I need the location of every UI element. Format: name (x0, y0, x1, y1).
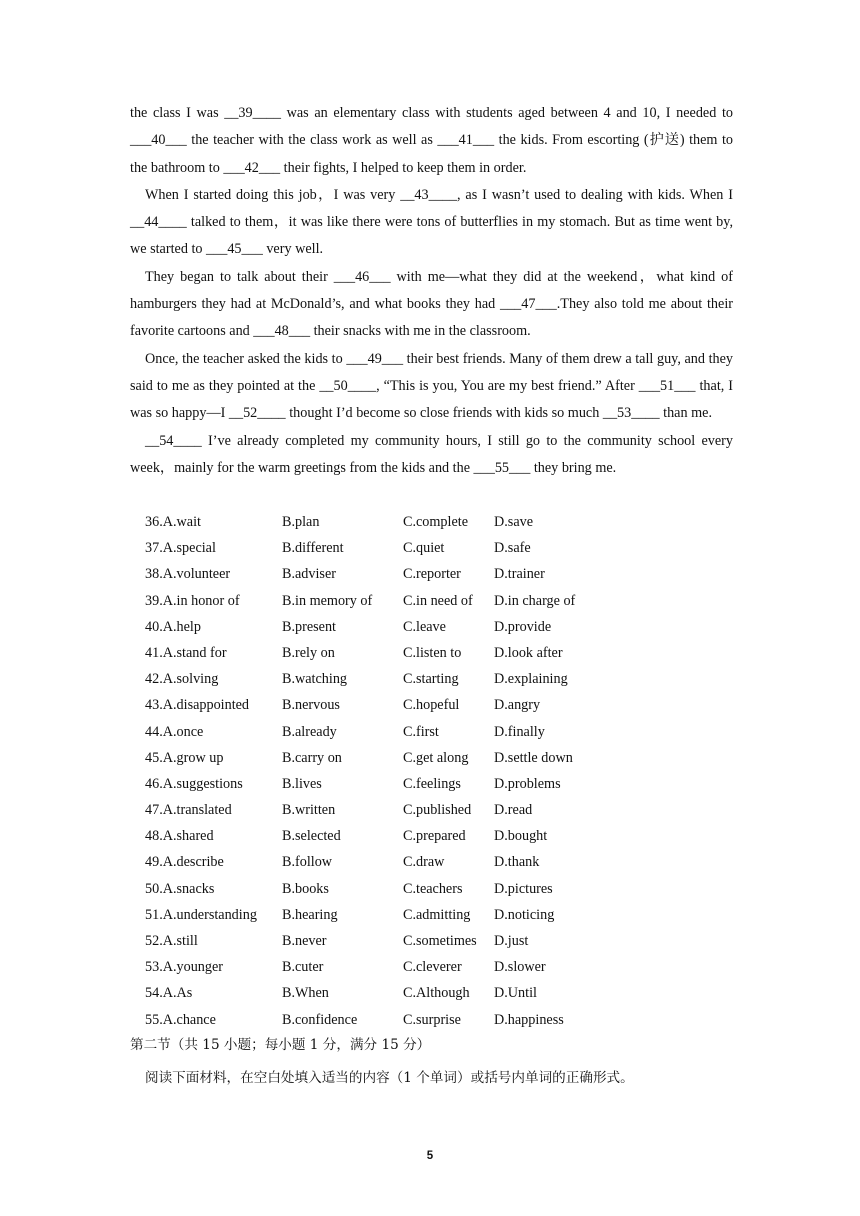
option-a: 45.A.grow up (145, 749, 224, 766)
option-d: D.look after (494, 644, 563, 661)
option-b: B.hearing (282, 906, 338, 923)
option-a: 42.A.solving (145, 671, 219, 688)
option-d: D.read (494, 802, 533, 819)
option-a: 38.A.volunteer (145, 566, 231, 583)
option-c: C.teachers (403, 880, 463, 897)
option-a: 48.A.shared (145, 828, 214, 845)
option-d: D.finally (494, 723, 545, 740)
section-heading: 第二节（共 15 小题；每小题 1 分，满分 15 分） (130, 1037, 431, 1053)
option-d: D.bought (494, 828, 548, 845)
option-a: 47.A.translated (145, 802, 232, 819)
question-row (145, 902, 575, 928)
option-b: B.present (282, 618, 336, 635)
section-instruction: 阅读下面材料，在空白处填入适当的内容（1 个单词）或括号内单词的正确形式。 (145, 1070, 634, 1086)
option-a: 40.A.help (145, 618, 201, 635)
option-b: B.lives (282, 775, 322, 792)
option-c: C.published (403, 802, 472, 819)
option-a: 55.A.chance (145, 1011, 216, 1028)
question-row (145, 849, 575, 875)
option-a: 49.A.describe (145, 854, 224, 871)
question-row (145, 719, 575, 745)
option-c: C.quiet (403, 540, 445, 557)
option-a: 36.A.wait (145, 514, 201, 530)
question-row (145, 797, 575, 823)
option-a: 50.A.snacks (145, 880, 215, 897)
option-a: 51.A.understanding (145, 906, 257, 923)
passage-paragraph-5: __54____ I’ve already completed my community hours, I still go to the community school every week，mainly for the warm greetings from the kids and the ___55___ they bring me. (130, 432, 733, 476)
option-c: C.hopeful (403, 697, 460, 714)
question-row (145, 535, 575, 561)
question-row (145, 928, 575, 954)
question-row (145, 980, 575, 1006)
option-d: D.save (494, 514, 534, 530)
option-c: C.surprise (403, 1011, 461, 1028)
option-c: C.starting (403, 671, 459, 688)
option-c: C.in need of (403, 592, 473, 609)
option-b: B.adviser (282, 566, 336, 583)
option-c: C.first (403, 723, 439, 740)
option-b: B.cuter (282, 959, 324, 976)
option-d: D.problems (494, 775, 561, 792)
option-c: C.draw (403, 854, 445, 871)
option-b: B.nervous (282, 697, 340, 714)
passage (130, 100, 733, 482)
question-row (145, 1007, 575, 1033)
option-d: D.trainer (494, 566, 545, 583)
option-b: B.follow (282, 854, 333, 871)
option-d: D.provide (494, 618, 552, 635)
option-d: D.safe (494, 540, 531, 557)
option-b: B.in memory of (282, 592, 373, 609)
option-c: C.cleverer (403, 959, 462, 976)
option-a: 39.A.in honor of (145, 592, 240, 609)
option-c: C.prepared (403, 828, 466, 845)
option-c: C.complete (403, 514, 469, 530)
question-row (145, 640, 575, 666)
option-b: B.watching (282, 671, 348, 688)
option-b: B.rely on (282, 644, 335, 661)
passage-paragraph-3: They began to talk about their ___46___ with me—what they did at the weekend，what kind of hamburgers they had at McDonald’s, and what books they had ___47___.They also told me about their favorite cartoons and ___48___ their snacks with me in the classroom. (130, 268, 733, 340)
passage-paragraph-4: Once, the teacher asked the kids to ___49___ their best friends. Many of them drew a tall guy, and they said to me as they pointed at the __50____, “This is you, You are my best friend.” After ___51___ that, I was so happy—I __52____ thought I’d become so close friends with kids so much __53____ than me. (130, 350, 733, 422)
option-c: C.sometimes (403, 933, 477, 949)
option-b: B.selected (282, 828, 341, 845)
question-row (145, 692, 575, 718)
option-c: C.Although (403, 985, 470, 1002)
passage-paragraph-2: When I started doing this job，I was very __43____, as I wasn’t used to dealing with kids. When I __44____ talked to them，it was like there were tons of butterflies in my stomach. But as time went by, we started to ___45___ very well. (130, 186, 733, 258)
option-c: C.listen to (403, 644, 462, 661)
question-row (145, 509, 575, 535)
option-b: B.When (282, 985, 329, 1002)
option-d: D.in charge of (494, 592, 576, 609)
option-a: 37.A.special (145, 540, 216, 557)
option-c: C.feelings (403, 775, 461, 792)
option-a: 44.A.once (145, 723, 204, 740)
option-d: D.pictures (494, 880, 553, 897)
option-a: 53.A.younger (145, 959, 224, 976)
question-row (145, 666, 575, 692)
option-d: D.just (494, 933, 529, 949)
option-a: 52.A.still (145, 933, 198, 949)
option-a: 54.A.As (145, 985, 193, 1002)
option-a: 46.A.suggestions (145, 775, 243, 792)
option-b: B.written (282, 802, 336, 819)
option-d: D.angry (494, 697, 541, 714)
question-row (145, 876, 575, 902)
option-b: B.books (282, 880, 329, 897)
option-c: C.admitting (403, 906, 471, 923)
page-number: 5 (426, 1150, 434, 1162)
question-row (145, 823, 575, 849)
option-d: D.slower (494, 959, 546, 976)
question-row (145, 745, 575, 771)
option-d: D.Until (494, 985, 537, 1002)
question-row (145, 561, 575, 587)
question-row (145, 954, 575, 980)
answer-options-list (145, 509, 575, 1033)
question-row (145, 614, 575, 640)
option-b: B.carry on (282, 749, 342, 766)
option-b: B.already (282, 723, 337, 740)
option-b: B.plan (282, 514, 320, 530)
option-d: D.happiness (494, 1011, 564, 1028)
option-d: D.noticing (494, 906, 555, 923)
option-b: B.never (282, 933, 327, 949)
option-c: C.reporter (403, 566, 461, 583)
option-d: D.settle down (494, 749, 573, 766)
option-c: C.get along (403, 749, 469, 766)
question-row (145, 771, 575, 797)
option-d: D.thank (494, 854, 540, 871)
option-c: C.leave (403, 618, 446, 635)
question-row (145, 588, 575, 614)
option-d: D.explaining (494, 671, 568, 688)
option-a: 41.A.stand for (145, 644, 227, 661)
option-b: B.confidence (282, 1011, 358, 1028)
option-b: B.different (282, 540, 344, 557)
passage-paragraph-1: the class I was __39____ was an elementary class with students aged between 4 and 10, I needed to ___40___ the teacher with the class work as well as ___41___ the kids. From escorting (护送) them to the bathroom to ___42___ their fights, I helped to keep them in order. (130, 105, 733, 176)
option-a: 43.A.disappointed (145, 697, 250, 714)
